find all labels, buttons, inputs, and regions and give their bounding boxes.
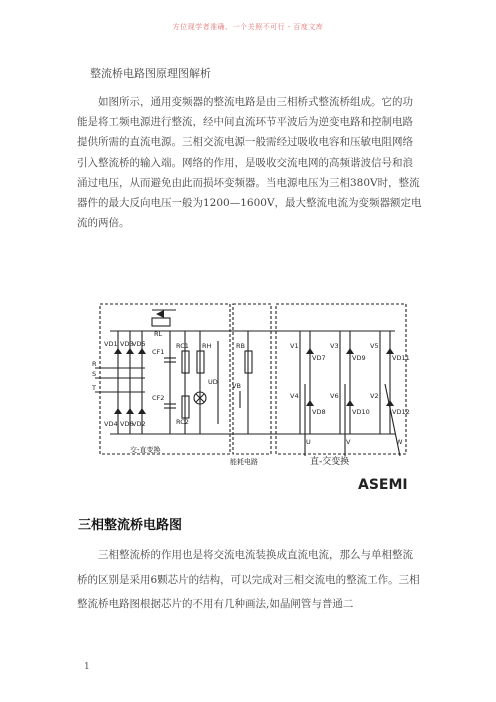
inverter-box bbox=[276, 304, 406, 454]
section-label-inverter: 直-交变换 bbox=[310, 457, 350, 467]
label-v: V bbox=[346, 438, 351, 446]
label-vb: VB bbox=[232, 382, 241, 390]
label-vd4: VD4 bbox=[104, 420, 118, 428]
label-u: U bbox=[306, 438, 311, 446]
label-v5: V5 bbox=[370, 342, 379, 350]
label-rb: RB bbox=[236, 342, 245, 350]
brand-logo: ASEMI bbox=[358, 477, 408, 493]
section-label-brake: 能耗电路 bbox=[230, 458, 258, 466]
paragraph-intro: 如图所示，通用变频器的整流电路是由三相桥式整流桥组成。它的功能是将工频电源进行整流，经中间直流环节平波后为逆变电路和控制电路提供所需的直流电源。三相交流电源一般需经过吸收电容和压敏电阻网络引入整流桥的输入端。网络的作用，是吸收交流电网的高频谐波信号和浪涌过电压，从而避免由此而损坏变频器。当电源电压为三相380V时，整流器件的最大反向电压一般为1200—1600V，最大整流电流为变频器额定电流的两倍。 bbox=[77, 96, 422, 230]
label-vd11: VD11 bbox=[392, 354, 410, 362]
label-v3: V3 bbox=[330, 342, 339, 350]
label-vd12: VD12 bbox=[392, 408, 410, 416]
label-rc2: RC2 bbox=[176, 418, 189, 426]
paragraph-three-phase: 三相整流桥的作用也是将交流电流装换成直流电流，那么与单相整流桥的区别是采用6颗芯片的结构，可以完成对三相交流电的整流工作。三相整流桥电路图根据芯片的不用有几种画法,如晶闸管与普通二 bbox=[77, 549, 420, 610]
rectifier-circuit-diagram bbox=[90, 296, 420, 496]
label-cf2: CF2 bbox=[152, 394, 165, 402]
label-vd6: VD6 bbox=[120, 420, 134, 428]
page-number: 1 bbox=[84, 662, 90, 672]
label-v1: V1 bbox=[290, 342, 299, 350]
label-vd10: VD10 bbox=[352, 408, 370, 416]
label-vd8: VD8 bbox=[312, 408, 326, 416]
label-vd5: VD5 bbox=[132, 340, 146, 348]
label-r: R bbox=[92, 360, 97, 368]
label-vd3: VD3 bbox=[120, 340, 134, 348]
label-vd2: VD2 bbox=[132, 420, 146, 428]
section-heading: 三相整流桥电路图 bbox=[78, 518, 183, 533]
label-v4: V4 bbox=[290, 392, 299, 400]
document-title: 整流桥电路图原理图解析 bbox=[90, 67, 211, 80]
label-rl: RL bbox=[154, 330, 163, 338]
label-cf1: CF1 bbox=[152, 348, 165, 356]
label-v2: V2 bbox=[370, 392, 379, 400]
header-note: 方位现学者准确、一个关照不可行 - 百度文库 bbox=[172, 23, 324, 31]
label-vd9: VD9 bbox=[352, 354, 366, 362]
label-ud: UD bbox=[208, 378, 218, 386]
label-vd1: VD1 bbox=[104, 340, 118, 348]
section-label-rectifier: 交-直变换 bbox=[130, 446, 161, 454]
label-s: S bbox=[92, 370, 97, 378]
label-rc1: RC1 bbox=[176, 342, 189, 350]
label-vd7: VD7 bbox=[312, 354, 326, 362]
label-w: W bbox=[396, 438, 403, 446]
label-t: T bbox=[92, 384, 96, 392]
label-v6: V6 bbox=[330, 392, 339, 400]
brake-box bbox=[233, 304, 271, 454]
label-rh: RH bbox=[202, 342, 212, 350]
